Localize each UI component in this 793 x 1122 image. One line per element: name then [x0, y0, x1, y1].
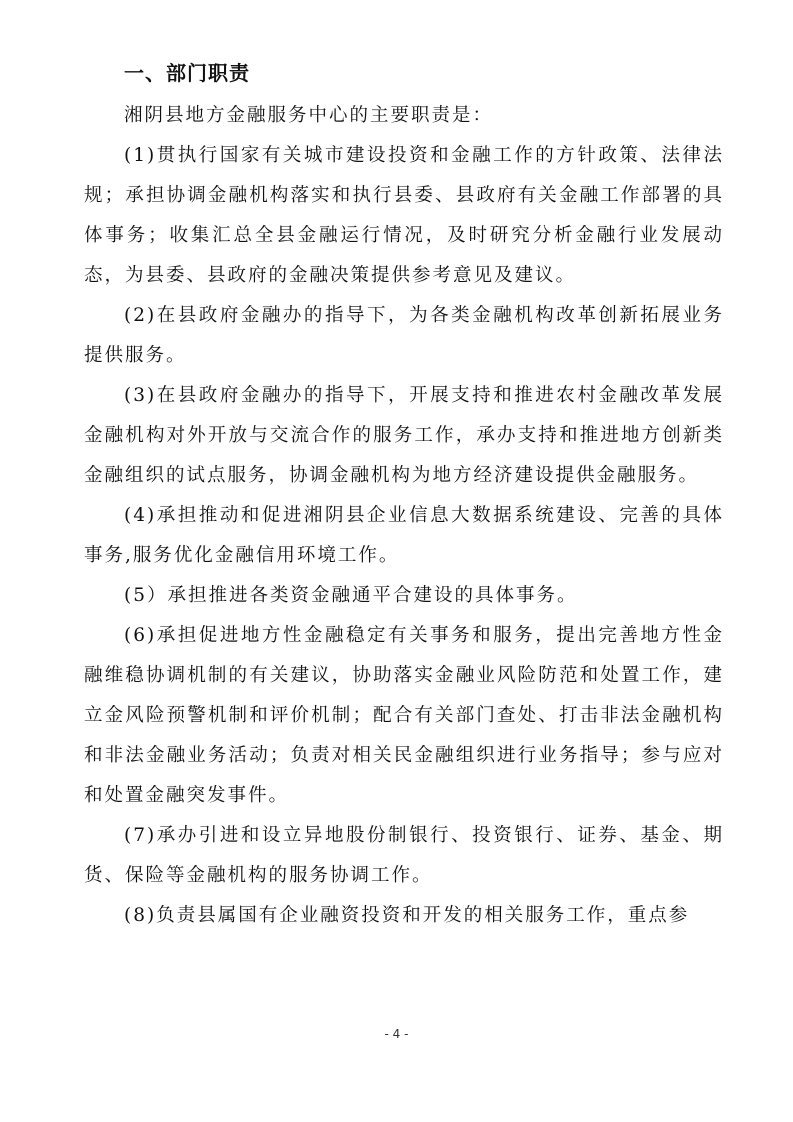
duty-item-2: (2)在县政府金融办的指导下，为各类金融机构改革创新拓展业务提供服务。: [84, 305, 724, 366]
duty-item-3: (3)在县政府金融办的指导下，开展支持和推进农村金融改革发展金融机构对外开放与交流合作的服务工作，承办支持和推进地方创新类金融组织的试点服务，协调金融机构为地方经济建设提供金融服务。: [84, 385, 724, 486]
duty-item-8: (8)负责县属国有企业融资投资和开发的相关服务工作，重点参: [124, 905, 690, 926]
intro-paragraph: 湘阴县地方金融服务中心的主要职责是：: [124, 105, 494, 126]
duty-item-6: (6)承担促进地方性金融稳定有关事务和服务，提出完善地方性金融维稳协调机制的有关建议，协助落实金融业风险防范和处置工作，建立金风险预警机制和评价机制；配合有关部门查处、打击非法金融机构和非法金融业务活动；负责对相关民金融组织进行业务指导；参与应对和处置金融突发事件。: [84, 625, 724, 806]
page-number: - 4 -: [384, 1027, 409, 1041]
duty-item-4: (4)承担推动和促进湘阴县企业信息大数据系统建设、完善的具体事务,服务优化金融信用环境工作。: [84, 505, 724, 566]
duties-list: [84, 136, 724, 936]
duty-item-1: (1)贯执行国家有关城市建设投资和金融工作的方针政策、法律法规；承担协调金融机构落实和执行县委、县政府有关金融工作部署的具体事务；收集汇总全县金融运行情况，及时研究分析金融行业发展动态，为县委、县政府的金融决策提供参考意见及建议。: [84, 145, 724, 286]
section-heading: 一、部门职责: [124, 61, 250, 85]
duty-item-7: (7)承办引进和设立异地股份制银行、投资银行、证券、基金、期货、保险等金融机构的服务协调工作。: [84, 825, 724, 886]
duty-item-5: (5）承担推进各类资金融通平合建设的具体事务。: [124, 585, 578, 606]
